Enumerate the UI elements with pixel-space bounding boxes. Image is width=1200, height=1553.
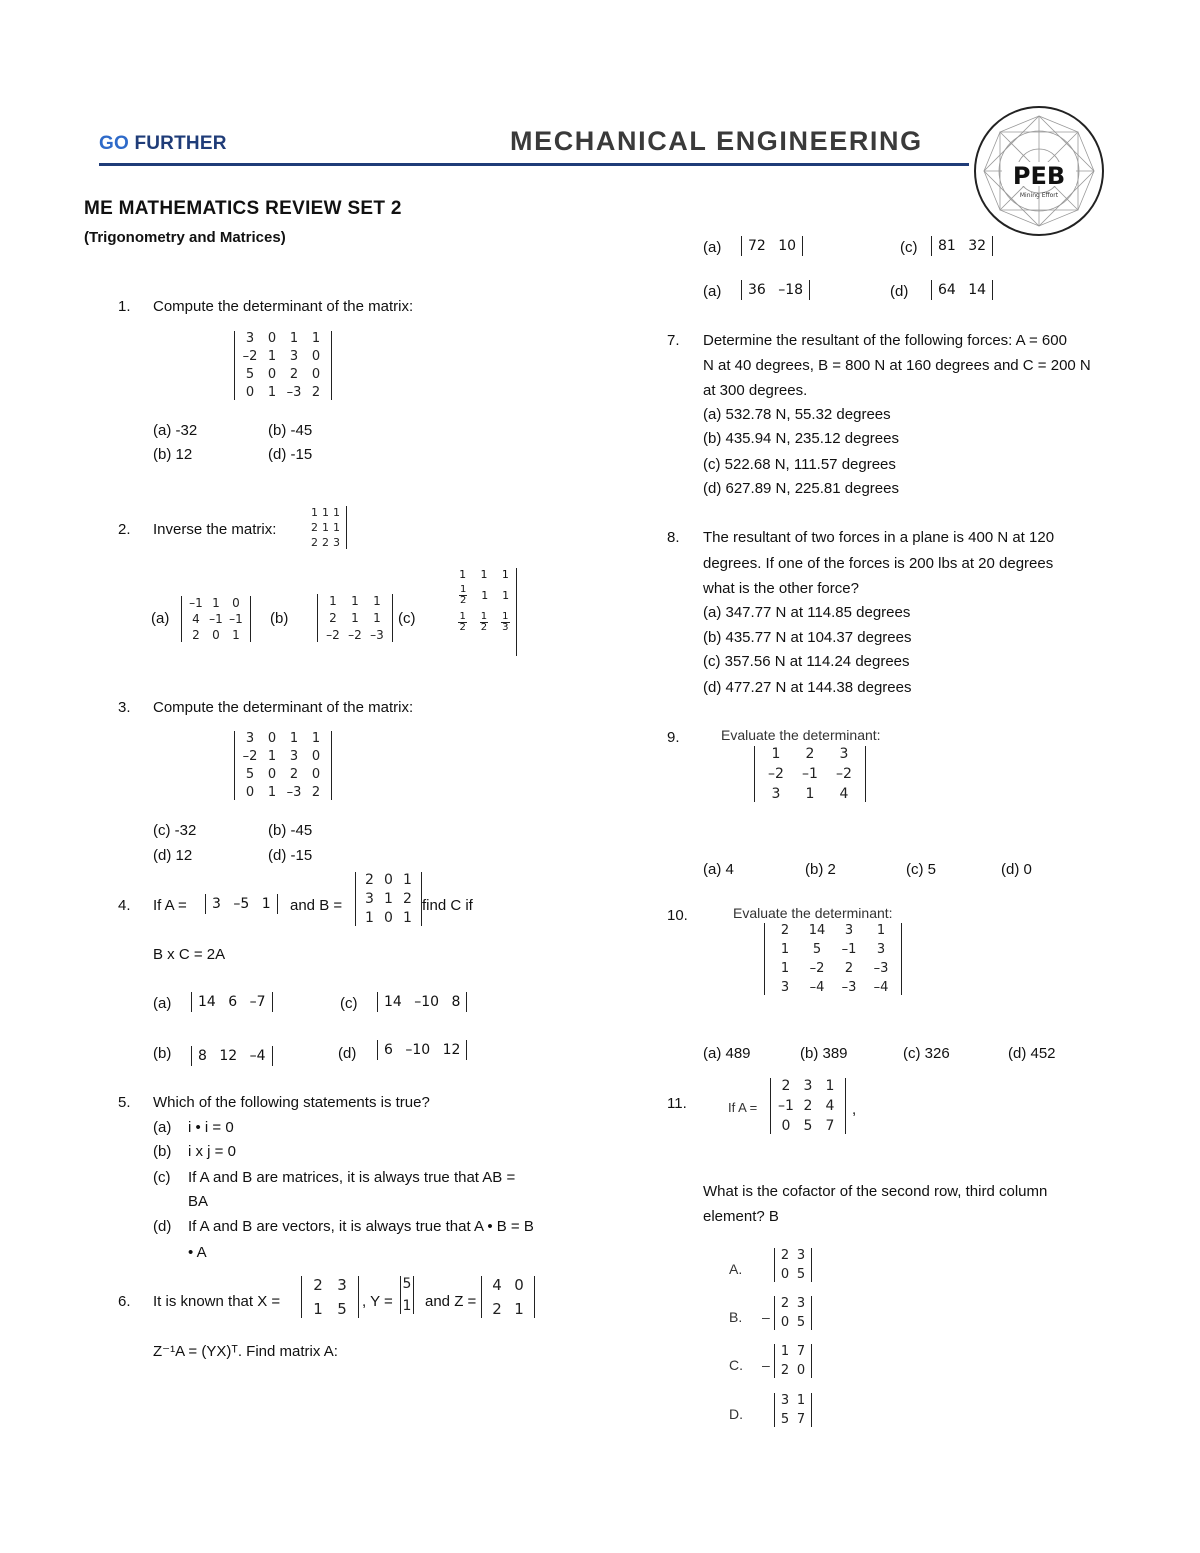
q6-z-label: and Z =	[425, 1293, 477, 1310]
q2-option-a-matrix: –1 1 0 4 –1 –1 2 0 1	[181, 596, 251, 642]
q4-option-b-label[interactable]: (b)	[153, 1045, 172, 1062]
q11-option-c-label[interactable]: C.	[729, 1357, 743, 1373]
q9-heading: Evaluate the determinant:	[721, 727, 881, 743]
q6-text: It is known that X =	[153, 1293, 281, 1310]
q4-and-b: and B =	[290, 897, 343, 914]
q2-option-c-matrix: 1 1 1 $\frac{1}{2}$ 1 1 $\frac{1}{2}$ $\frac{1}{2}$ $\frac{1}{3}$	[452, 568, 517, 656]
q5-number: 5.	[118, 1094, 131, 1111]
q11-line: element? B	[703, 1208, 779, 1225]
logo-text: PEB	[1012, 162, 1066, 190]
header-rule	[99, 163, 969, 166]
q11-if-a: If A =	[728, 1100, 758, 1115]
q3-matrix: 3 0 1 1 –2 1 3 0 5 0 2 0 0 1 –3 2	[234, 731, 332, 800]
doc-title: ME MATHEMATICS REVIEW SET 2	[84, 198, 402, 219]
q8-option[interactable]: (a) 347.77 N at 114.85 degrees	[703, 604, 911, 621]
q6-matrix-z: 4 0 2 1	[481, 1276, 535, 1318]
q4-option-d-label[interactable]: (d)	[338, 1045, 357, 1062]
q4-option-b: 8 12 –4	[191, 1046, 273, 1066]
header-further: FURTHER	[134, 133, 227, 154]
q2-option-a-label[interactable]: (a)	[151, 610, 170, 627]
q4-number: 4.	[118, 897, 131, 914]
q5-option-b-label[interactable]: (b)	[153, 1143, 172, 1160]
q6-number: 6.	[118, 1293, 131, 1310]
header-banner: MECHANICAL ENGINEERING	[510, 126, 923, 156]
q6-line2: Z⁻¹A = (YX)ᵀ. Find matrix A:	[153, 1343, 338, 1360]
q9-option[interactable]: (c) 5	[906, 861, 936, 878]
q1-option[interactable]: (a) -32	[153, 422, 198, 439]
q8-line: degrees. If one of the forces is 200 lbs at 20 degrees	[703, 555, 1054, 572]
q4-equation: B x C = 2A	[153, 946, 226, 963]
q6-option-d-label[interactable]: (d)	[890, 283, 909, 300]
q6-option-a: 72 10	[741, 236, 803, 256]
q11-option-d-label[interactable]: D.	[729, 1406, 743, 1422]
q10-option[interactable]: (a) 489	[703, 1045, 751, 1062]
q6-option-a2-label[interactable]: (a)	[703, 283, 722, 300]
q3-text: Compute the determinant of the matrix:	[153, 699, 414, 716]
q7-option[interactable]: (b) 435.94 N, 235.12 degrees	[703, 430, 899, 447]
q1-option[interactable]: (b) 12	[153, 446, 193, 463]
q7-option[interactable]: (d) 627.89 N, 225.81 degrees	[703, 480, 899, 497]
q10-option[interactable]: (d) 452	[1008, 1045, 1056, 1062]
q11-option-c-matrix: 1 7 2 0	[774, 1344, 812, 1378]
q5-option-c: If A and B are matrices, it is always true that AB =	[188, 1169, 516, 1186]
q3-option[interactable]: (d) -15	[268, 847, 313, 864]
q9-option[interactable]: (a) 4	[703, 861, 734, 878]
q8-line: what is the other force?	[703, 580, 859, 597]
q8-number: 8.	[667, 529, 680, 546]
q10-number: 10.	[667, 907, 688, 924]
q7-option[interactable]: (c) 522.68 N, 111.57 degrees	[703, 456, 896, 473]
q2-matrix: 1 1 1 2 1 1 2 2 3	[305, 506, 347, 549]
q11-comma: ,	[852, 1101, 857, 1118]
q7-line: Determine the resultant of the following forces: A = 600	[703, 332, 1067, 349]
logo-subtext: Mining Effort	[1019, 192, 1059, 199]
header-go-further	[99, 133, 227, 155]
q4-option-c-label[interactable]: (c)	[340, 995, 358, 1012]
q4-matrix-a: 3 –5 1	[205, 894, 278, 914]
q5-option-d-label[interactable]: (d)	[153, 1218, 172, 1235]
q5-option-d: If A and B are vectors, it is always true that A • B = B	[188, 1218, 534, 1235]
q2-option-b-matrix: 1 1 1 2 1 1 –2 –2 –3	[317, 594, 393, 642]
q6-option-d: 64 14	[931, 280, 993, 300]
q10-option[interactable]: (b) 389	[800, 1045, 848, 1062]
q5-option-d-cont: • A	[188, 1244, 207, 1261]
q3-number: 3.	[118, 699, 131, 716]
q8-option[interactable]: (c) 357.56 N at 114.24 degrees	[703, 653, 910, 670]
q2-option-b-label[interactable]: (b)	[270, 610, 289, 627]
q4-option-a-label[interactable]: (a)	[153, 995, 172, 1012]
q5-text: Which of the following statements is true?	[153, 1094, 430, 1111]
q11-option-c-sign: –	[762, 1357, 770, 1373]
q7-line: at 300 degrees.	[703, 382, 808, 399]
q8-line: The resultant of two forces in a plane is 400 N at 120	[703, 529, 1055, 546]
q4-matrix-b: 2 0 1 3 1 2 1 0 1	[355, 872, 422, 926]
q11-option-b-sign: –	[762, 1309, 770, 1325]
q9-matrix: 1 2 3 –2 –1 –2 3 1 4	[754, 746, 866, 802]
q8-option[interactable]: (b) 435.77 N at 104.37 degrees	[703, 629, 912, 646]
q5-option-c-label[interactable]: (c)	[153, 1169, 171, 1186]
header-go: GO	[99, 133, 129, 154]
q4-option-d: 6 –10 12	[377, 1040, 467, 1060]
q9-option[interactable]: (b) 2	[805, 861, 836, 878]
q6-option-c: 81 32	[931, 236, 993, 256]
q10-option[interactable]: (c) 326	[903, 1045, 950, 1062]
q5-option-c-cont: BA	[188, 1193, 209, 1210]
q11-option-a-matrix: 2 3 0 5	[774, 1248, 812, 1282]
q11-option-a-label[interactable]: A.	[729, 1261, 743, 1277]
q11-option-d-matrix: 3 1 5 7	[774, 1393, 812, 1427]
q1-text: Compute the determinant of the matrix:	[153, 298, 414, 315]
q6-y-label: , Y =	[362, 1293, 393, 1310]
q6-option-c-label[interactable]: (c)	[900, 239, 918, 256]
q6-matrix-x: 2 3 1 5	[301, 1276, 359, 1318]
q11-number: 11.	[667, 1095, 687, 1112]
q7-line: N at 40 degrees, B = 800 N at 160 degrees and C = 200 N	[703, 357, 1091, 374]
q2-number: 2.	[118, 521, 131, 538]
q9-option[interactable]: (d) 0	[1001, 861, 1032, 878]
q5-option-b: i x j = 0	[188, 1143, 236, 1160]
q10-heading: Evaluate the determinant:	[733, 905, 893, 921]
q11-option-b-label[interactable]: B.	[729, 1309, 743, 1325]
q6-option-a-label[interactable]: (a)	[703, 239, 722, 256]
q3-option[interactable]: (b) -45	[268, 822, 313, 839]
q1-number: 1.	[118, 298, 131, 315]
q2-option-c-label[interactable]: (c)	[398, 610, 416, 627]
q9-number: 9.	[667, 729, 680, 746]
q4-option-a: 14 6 –7	[191, 992, 273, 1012]
q10-matrix: 2 14 3 1 1 5 –1 3 1 –2 2 –3 3 –4 –3 –4	[764, 923, 902, 995]
q1-option[interactable]: (d) -15	[268, 446, 313, 463]
q1-option[interactable]: (b) -45	[268, 422, 313, 439]
q11-line: What is the cofactor of the second row, third column	[703, 1183, 1048, 1200]
q4-if-a: If A =	[153, 897, 187, 914]
doc-subtitle: (Trigonometry and Matrices)	[84, 229, 286, 246]
q3-option[interactable]: (c) -32	[153, 822, 197, 839]
q2-text: Inverse the matrix:	[153, 521, 277, 538]
q7-number: 7.	[667, 332, 680, 349]
q11-option-b-matrix: 2 3 0 5	[774, 1296, 812, 1330]
q11-matrix: 2 3 1 –1 2 4 0 5 7	[770, 1078, 846, 1134]
q5-option-a: i • i = 0	[188, 1119, 234, 1136]
q4-find: find C if	[422, 897, 473, 914]
q7-option[interactable]: (a) 532.78 N, 55.32 degrees	[703, 406, 891, 423]
q4-option-c: 14 –10 8	[377, 992, 467, 1012]
q6-matrix-y: 5 1	[400, 1276, 414, 1314]
q1-matrix: 3 0 1 1 –2 1 3 0 5 0 2 0 0 1 –3 2	[234, 331, 332, 400]
q6-option-a2: 36 –18	[741, 280, 810, 300]
q3-option[interactable]: (d) 12	[153, 847, 193, 864]
q5-option-a-label[interactable]: (a)	[153, 1119, 172, 1136]
peb-logo	[972, 104, 1106, 238]
q8-option[interactable]: (d) 477.27 N at 144.38 degrees	[703, 679, 912, 696]
